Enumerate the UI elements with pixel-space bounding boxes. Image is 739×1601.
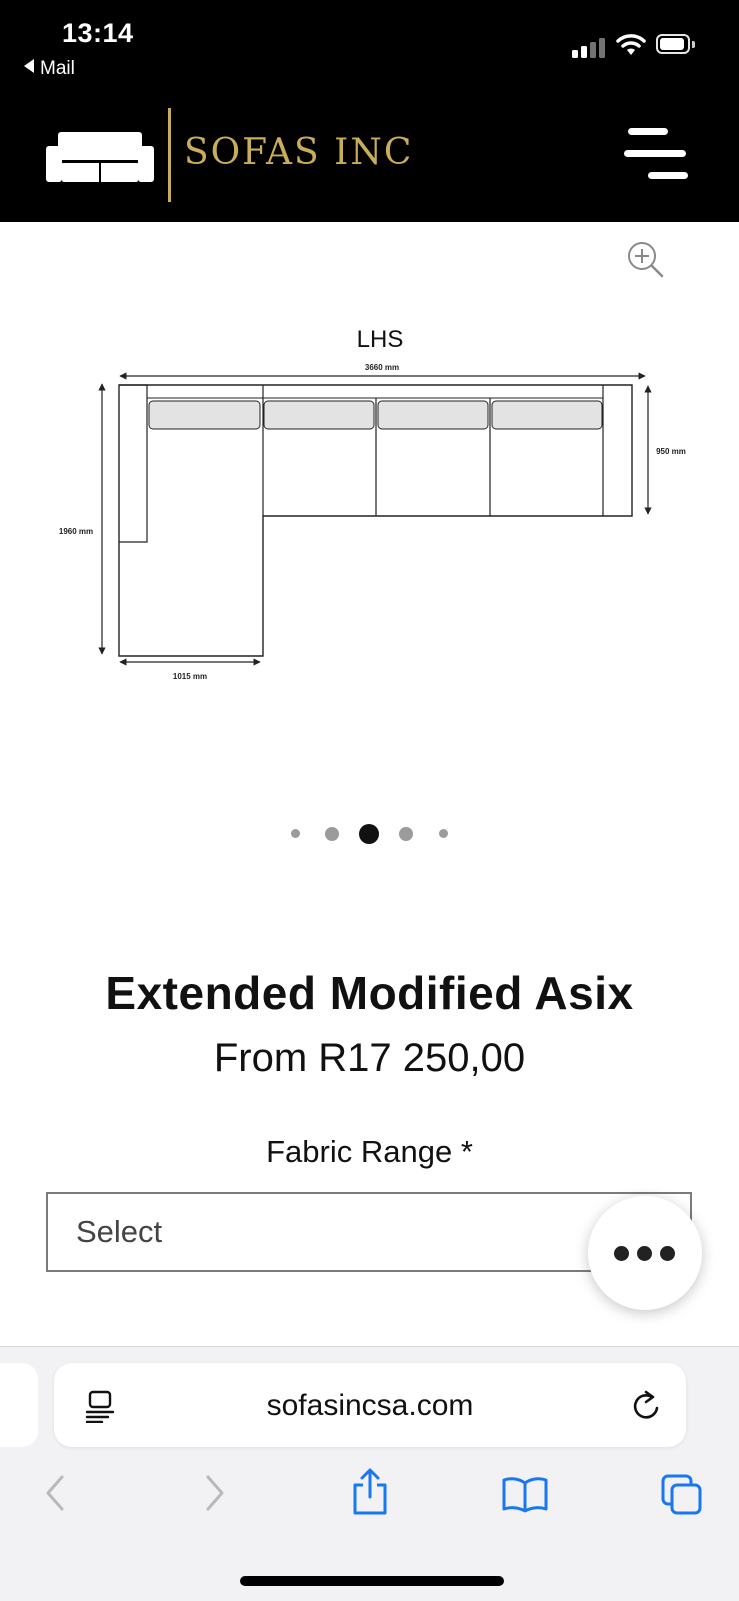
tabs-icon[interactable] xyxy=(660,1473,704,1517)
carousel-dots xyxy=(0,822,739,846)
height-dimension-label: 1960 mm xyxy=(58,527,94,536)
carousel-dot-3-active[interactable] xyxy=(359,824,379,844)
share-icon[interactable] xyxy=(350,1467,390,1517)
diagram-title: LHS xyxy=(356,326,404,353)
site-header xyxy=(0,0,739,222)
fabric-select-value: Select xyxy=(76,1214,163,1249)
forward-icon[interactable] xyxy=(200,1473,230,1513)
brand-name: SOFAS INC xyxy=(184,132,414,173)
carousel-dot-5[interactable] xyxy=(439,829,448,838)
wifi-icon xyxy=(616,33,646,57)
depth-dimension-label: 950 mm xyxy=(656,447,686,456)
logo-divider xyxy=(168,108,171,202)
zoom-in-icon[interactable] xyxy=(626,240,666,280)
battery-icon xyxy=(656,34,696,56)
carousel-dot-4[interactable] xyxy=(399,827,413,841)
chaise-width-label: 1015 mm xyxy=(172,672,208,681)
sofa-icon xyxy=(44,128,156,186)
back-app-label: Mail xyxy=(40,58,75,79)
reload-icon[interactable] xyxy=(630,1389,662,1423)
browser-bottom-bar xyxy=(0,1346,739,1601)
signal-icon xyxy=(572,36,606,58)
fabric-range-label: Fabric Range * xyxy=(266,1134,473,1169)
address-bar[interactable] xyxy=(54,1363,686,1447)
status-time: 13:14 xyxy=(62,18,134,48)
back-icon[interactable] xyxy=(40,1473,70,1513)
sofa-dimension-diagram xyxy=(0,300,739,720)
previous-tab-card[interactable] xyxy=(0,1363,38,1447)
product-price: From R17 250,00 xyxy=(213,1036,526,1080)
back-to-mail-link[interactable] xyxy=(24,58,75,80)
width-dimension-label: 3660 mm xyxy=(364,363,400,372)
more-dots-icon[interactable] xyxy=(588,1196,702,1310)
back-arrow-icon xyxy=(24,59,34,73)
carousel-dot-2[interactable] xyxy=(325,827,339,841)
brand-logo[interactable] xyxy=(44,108,414,204)
carousel-dot-1[interactable] xyxy=(291,829,300,838)
product-title: Extended Modified Asix xyxy=(105,967,634,1019)
home-indicator xyxy=(240,1576,504,1586)
bookmarks-icon[interactable] xyxy=(502,1475,548,1513)
hamburger-menu-icon[interactable] xyxy=(624,128,690,182)
url-text: sofasincsa.com xyxy=(266,1389,474,1422)
